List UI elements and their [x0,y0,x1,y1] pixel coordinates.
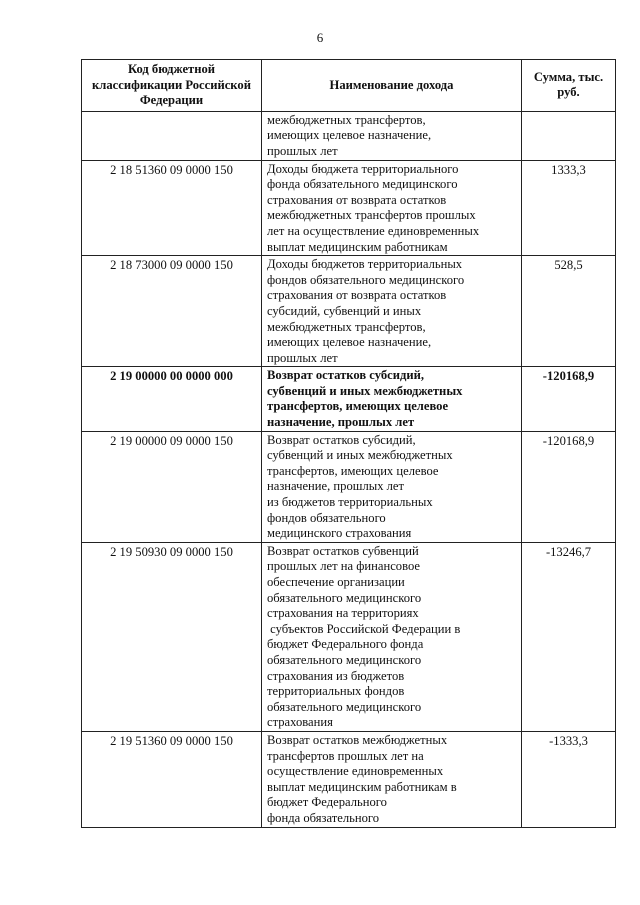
amount-cell: -120168,9 [522,367,616,431]
revenue-name-line: субсидий, субвенций и иных [267,303,422,318]
revenue-name-line: трансфертов, имеющих целевое [267,463,439,478]
amount-cell: 528,5 [522,256,616,367]
revenue-name-line: субъектов Российской Федерации в [267,621,461,636]
table-row [82,111,616,160]
revenue-name-line: прошлых лет [267,143,338,158]
table-header-row [82,60,616,112]
revenue-name-cell [262,431,522,542]
revenue-name-line: страхования от возврата остатков [267,192,447,207]
revenue-name-line: прошлых лет на финансовое [267,559,420,574]
budget-code-cell: 2 18 51360 09 0000 150 [82,160,262,256]
revenue-name-line: обязательного медицинского [267,652,422,667]
revenue-name-line: фондов обязательного [267,510,386,525]
revenue-name-line: страхования [267,715,333,730]
revenue-name-line: фонда обязательного [267,810,380,825]
revenue-name-line: выплат медицинским работникам [267,239,448,254]
revenue-name-line: страхования из бюджетов [267,668,405,683]
revenue-name-line: межбюджетных трансфертов, [267,112,426,127]
budget-code-cell [82,111,262,160]
amount-cell: -120168,9 [522,431,616,542]
revenue-name-line: имеющих целевое назначение, [267,128,432,143]
table-row [82,367,616,431]
revenue-name-line: субвенций и иных межбюджетных [267,448,453,463]
table-row [82,731,616,827]
revenue-name-line: обеспечение организации [267,575,405,589]
table-row [82,542,616,731]
revenue-name-line: прошлых лет [267,350,338,365]
budget-code-cell: 2 19 50930 09 0000 150 [82,542,262,731]
revenue-name-cell [262,731,522,827]
amount-cell [522,111,616,160]
header-name: Наименование дохода [262,60,522,112]
revenue-name-line: страхования на территориях [267,606,419,621]
revenue-table [81,59,616,828]
amount-cell: -13246,7 [522,542,616,731]
revenue-name-line: лет на осуществление единовременных [267,223,480,238]
budget-code-cell: 2 19 00000 09 0000 150 [82,431,262,542]
revenue-name-cell [262,256,522,367]
revenue-name-line: выплат медицинским работникам в [267,779,457,794]
revenue-name-line: назначение, прошлых лет [267,479,405,494]
revenue-name-line: Доходы бюджета территориального [267,161,459,176]
header-code: Код бюджетной классификации Российской Федерации [82,60,262,112]
revenue-name-line: назначение, прошлых лет [267,415,415,430]
revenue-name-cell [262,542,522,731]
table-body [82,111,616,827]
amount-cell: 1333,3 [522,160,616,256]
revenue-name-line: субвенций и иных межбюджетных [267,383,463,398]
revenue-name-line: межбюджетных трансфертов, [267,319,426,334]
revenue-name-line: Возврат остатков субсидий, [267,432,416,447]
revenue-name-line: Возврат остатков межбюджетных [267,732,448,747]
table-row [82,431,616,542]
budget-code-cell: 2 19 00000 00 0000 000 [82,367,262,431]
revenue-name-line: имеющих целевое назначение, [267,335,432,350]
header-sum: Сумма, тыс. руб. [522,60,616,112]
revenue-name-line: трансфертов прошлых лет на [267,748,424,763]
revenue-name-line: медицинского страхования [267,526,412,541]
amount-cell: -1333,3 [522,731,616,827]
revenue-name-line: трансфертов, имеющих целевое [267,399,449,414]
revenue-name-line: обязательного медицинского [267,699,422,714]
revenue-name-line: осуществление единовременных [267,764,444,779]
table-row [82,160,616,256]
revenue-name-cell [262,111,522,160]
revenue-name-cell [262,367,522,431]
revenue-name-line: бюджет Федерального фонда [267,637,424,652]
revenue-name-cell [262,160,522,256]
budget-code-cell: 2 19 51360 09 0000 150 [82,731,262,827]
revenue-name-line: Возврат остатков субвенций [267,543,419,558]
revenue-name-line: обязательного медицинского [267,590,422,605]
budget-code-cell: 2 18 73000 09 0000 150 [82,256,262,367]
revenue-name-line: межбюджетных трансфертов прошлых [267,208,476,223]
revenue-name-line: Доходы бюджетов территориальных [267,257,463,272]
page-number: 6 [316,30,324,45]
revenue-name-line: фонда обязательного медицинского [267,177,458,192]
revenue-name-line: бюджет Федерального [267,795,387,810]
revenue-name-line: территориальных фондов [267,684,405,699]
revenue-name-line: Возврат остатков субсидий, [267,368,425,383]
revenue-name-line: фондов обязательного медицинского [267,272,465,287]
revenue-name-line: из бюджетов территориальных [267,495,433,510]
revenue-name-line: страхования от возврата остатков [267,288,447,303]
table-row [82,256,616,367]
